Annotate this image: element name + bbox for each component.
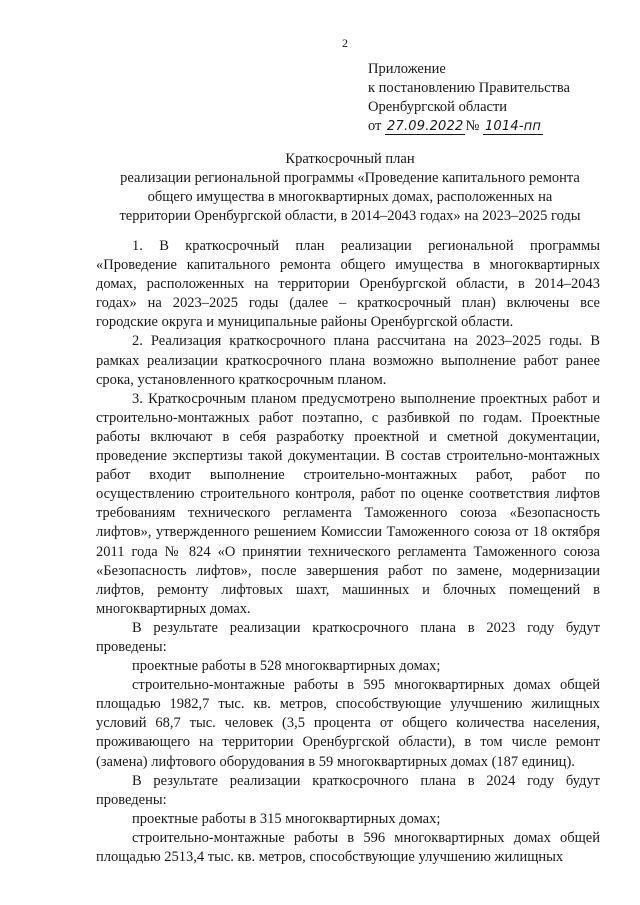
handwritten-number: 1014-пп: [484, 119, 542, 134]
appendix-line-1: Приложение: [368, 61, 446, 77]
paragraph-7: В результате реализации краткосрочного плана в 2024 году будут проведены:: [96, 772, 600, 808]
paragraph-1: 1. В краткосрочный план реализации региональной программы «Проведение капитального ремонта общего имущества в многоквартирных домах, расположенных на территории Оренбургской области, в 2014–2043 годах» на 2023–2025 годы (далее – краткосрочный план) включены все городские округа и муниципальные районы Оренбургской области.: [96, 238, 600, 331]
appendix-block: [368, 60, 570, 136]
paragraph-3: 3. Краткосрочным планом предусмотрено выполнение проектных работ и строительно-монтажных работ поэтапно, с разбивкой по годам. Проектные работы включают в себя разработку проектной и сметной документации, проведение экспертизы такой документации. В состав строительно-монтажных работ входит выполнение строительно-монтажных работ, работ по осуществлению строительного контроля, работ по оценке соответствия лифтов требованиям технического регламента Таможенного союза «Безопасность лифтов», утвержденного решением Комиссии Таможенного союза от 18 октября 2011 года № 824 «О принятии технического регламента Таможенного союза «Безопасность лифтов», после завершения работ по замене, модернизации лифтов, ремонту лифтовых шахт, машинных и блочных помещений в многоквартирных домах.: [96, 390, 600, 617]
title-line-2: реализации региональной программы «Проведение капитального ремонта: [120, 170, 580, 186]
paragraph-4: В результате реализации краткосрочного плана в 2023 году будут проведены:: [96, 619, 600, 655]
paragraph-8: проектные работы в 315 многоквартирных домах;: [132, 810, 441, 827]
handwritten-date: 27.09.2022: [387, 119, 464, 134]
number-prefix: №: [465, 118, 480, 134]
document-body: [96, 237, 600, 867]
paragraph-6: строительно-монтажные работы в 595 многоквартирных домах общей площадью 1982,7 тыс. кв. метров, способствующие улучшению жилищных условий 68,7 тыс. человек (3,5 процента от общего количества населения, проживающего на территории Оренбургской области), в том числе ремонт (замена) лифтового оборудования в 59 многоквартирных домах (187 единиц).: [96, 677, 600, 770]
title-line-1: Краткосрочный план: [285, 151, 415, 167]
page-number: 2: [342, 36, 348, 50]
appendix-date-line: [368, 117, 570, 136]
paragraph-5: проектные работы в 528 многоквартирных домах;: [132, 658, 441, 675]
appendix-line-3: Оренбургской области: [368, 99, 508, 115]
title-line-3: общего имущества в многоквартирных домах, расположенных на: [147, 189, 553, 205]
paragraph-9: строительно-монтажные работы в 596 многоквартирных домах общей площадью 2513,4 тыс. кв. метров, способствующие улучшению жилищных: [96, 829, 600, 865]
paragraph-2: 2. Реализация краткосрочного плана рассчитана на 2023–2025 годы. В рамках реализации краткосрочного плана возможно выполнение работ ранее срока, установленного краткосрочным планом.: [96, 333, 600, 388]
date-prefix: от: [368, 118, 382, 134]
document-title: [95, 150, 605, 226]
appendix-line-2: к постановлению Правительства: [368, 80, 570, 96]
title-line-4: территории Оренбургской области, в 2014–2043 годах» на 2023–2025 годы: [119, 208, 581, 224]
